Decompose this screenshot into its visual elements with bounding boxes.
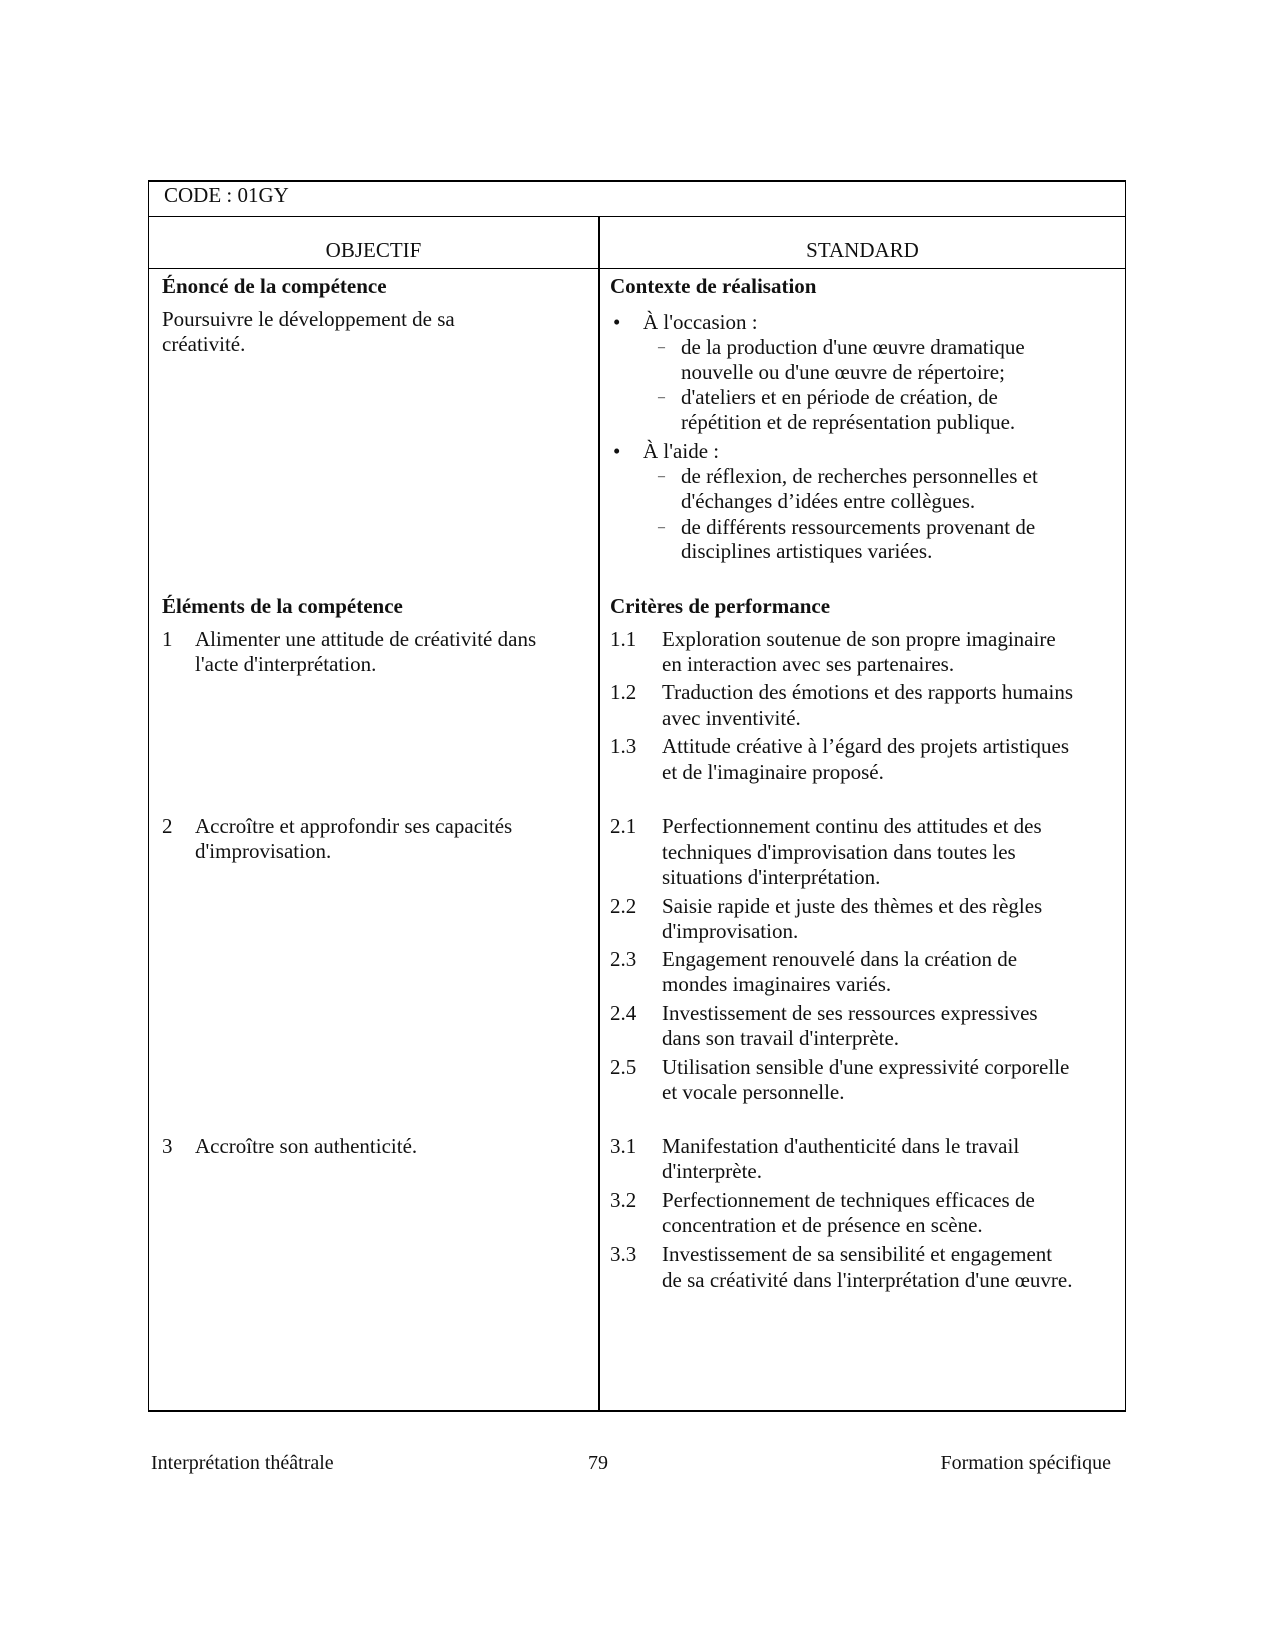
element-text: d'improvisation. [195, 839, 332, 863]
header-standard: STANDARD [806, 238, 919, 262]
criterion-text: et vocale personnelle. [662, 1080, 845, 1104]
footer-right: Formation spécifique [940, 1452, 1111, 1474]
dash-icon: – [658, 469, 665, 484]
criterion-text: Investissement de sa sensibilité et engagement [662, 1242, 1053, 1266]
bullet-icon: • [613, 439, 621, 463]
context-item: disciplines artistiques variées. [681, 539, 933, 563]
element-number: 1 [162, 627, 173, 651]
context-item: de différents ressourcements provenant de [681, 515, 1036, 539]
dash-icon: – [658, 340, 665, 355]
criterion-text: techniques d'improvisation dans toutes les [662, 840, 1016, 864]
element-text: Accroître son authenticité. [195, 1134, 418, 1158]
context-item: d'ateliers et en période de création, de [681, 385, 998, 409]
header-row-divider [148, 268, 1126, 269]
table-border-left [148, 180, 149, 1412]
criterion-text: Investissement de ses ressources expressives [662, 1001, 1038, 1025]
criterion-text: et de l'imaginaire proposé. [662, 760, 884, 784]
dash-icon: – [658, 390, 665, 405]
dash-icon: – [658, 520, 665, 535]
criterion-text: Manifestation d'authenticité dans le travail [662, 1134, 1020, 1158]
criterion-number: 1.3 [610, 734, 637, 758]
bullet-label: À l'aide : [643, 439, 720, 463]
criterion-number: 3.1 [610, 1134, 637, 1158]
element-text: l'acte d'interprétation. [195, 652, 377, 676]
criterion-number: 2.2 [610, 894, 637, 918]
table-border-bottom [148, 1410, 1126, 1412]
header-objectif: OBJECTIF [325, 238, 422, 262]
criterion-text: Traduction des émotions et des rapports humains [662, 680, 1074, 704]
criterion-number: 3.3 [610, 1242, 637, 1266]
context-item: nouvelle ou d'une œuvre de répertoire; [681, 360, 1005, 384]
criterion-text: d'interprète. [662, 1159, 762, 1183]
criterion-text: mondes imaginaires variés. [662, 972, 892, 996]
enonce-text: créativité. [162, 332, 246, 356]
enonce-text: Poursuivre le développement de sa [162, 307, 455, 331]
element-number: 2 [162, 814, 173, 838]
footer-left: Interprétation théâtrale [151, 1452, 334, 1474]
criterion-number: 2.3 [610, 947, 637, 971]
criterion-number: 3.2 [610, 1188, 637, 1212]
context-item: de réflexion, de recherches personnelles et [681, 464, 1038, 488]
element-number: 3 [162, 1134, 173, 1158]
criterion-text: Saisie rapide et juste des thèmes et des règles [662, 894, 1043, 918]
context-item: d'échanges d’idées entre collègues. [681, 489, 976, 513]
elements-title: Éléments de la compétence [162, 594, 403, 618]
context-item: répétition et de représentation publique. [681, 410, 1016, 434]
criterion-text: concentration et de présence en scène. [662, 1213, 983, 1237]
criterion-text: Exploration soutenue de son propre imaginaire [662, 627, 1056, 651]
criterion-number: 2.5 [610, 1055, 637, 1079]
criterion-text: situations d'interprétation. [662, 865, 881, 889]
criterion-text: en interaction avec ses partenaires. [662, 652, 955, 676]
criterion-number: 1.1 [610, 627, 637, 651]
criterion-text: de sa créativité dans l'interprétation d'une œuvre. [662, 1268, 1073, 1292]
enonce-title: Énoncé de la compétence [162, 274, 387, 298]
criterion-text: Perfectionnement de techniques efficaces de [662, 1188, 1035, 1212]
criterion-number: 2.1 [610, 814, 637, 838]
criteres-title: Critères de performance [610, 594, 831, 618]
element-text: Alimenter une attitude de créativité dans [195, 627, 537, 651]
criterion-number: 2.4 [610, 1001, 637, 1025]
code-label: CODE : 01GY [164, 183, 289, 207]
column-divider [598, 216, 600, 1412]
criterion-text: Perfectionnement continu des attitudes et des [662, 814, 1042, 838]
contexte-title: Contexte de réalisation [610, 274, 817, 298]
table-border-top [148, 180, 1126, 182]
criterion-text: Utilisation sensible d'une expressivité corporelle [662, 1055, 1070, 1079]
table-border-right [1125, 180, 1126, 1412]
bullet-icon: • [613, 310, 621, 334]
criterion-text: Attitude créative à l’égard des projets artistiques [662, 734, 1070, 758]
element-text: Accroître et approfondir ses capacités [195, 814, 513, 838]
criterion-text: d'improvisation. [662, 919, 799, 943]
context-item: de la production d'une œuvre dramatique [681, 335, 1025, 359]
criterion-number: 1.2 [610, 680, 637, 704]
code-row-divider [148, 216, 1126, 217]
criterion-text: Engagement renouvelé dans la création de [662, 947, 1018, 971]
page-number: 79 [588, 1452, 608, 1474]
criterion-text: dans son travail d'interprète. [662, 1026, 900, 1050]
criterion-text: avec inventivité. [662, 706, 801, 730]
bullet-label: À l'occasion : [643, 310, 758, 334]
